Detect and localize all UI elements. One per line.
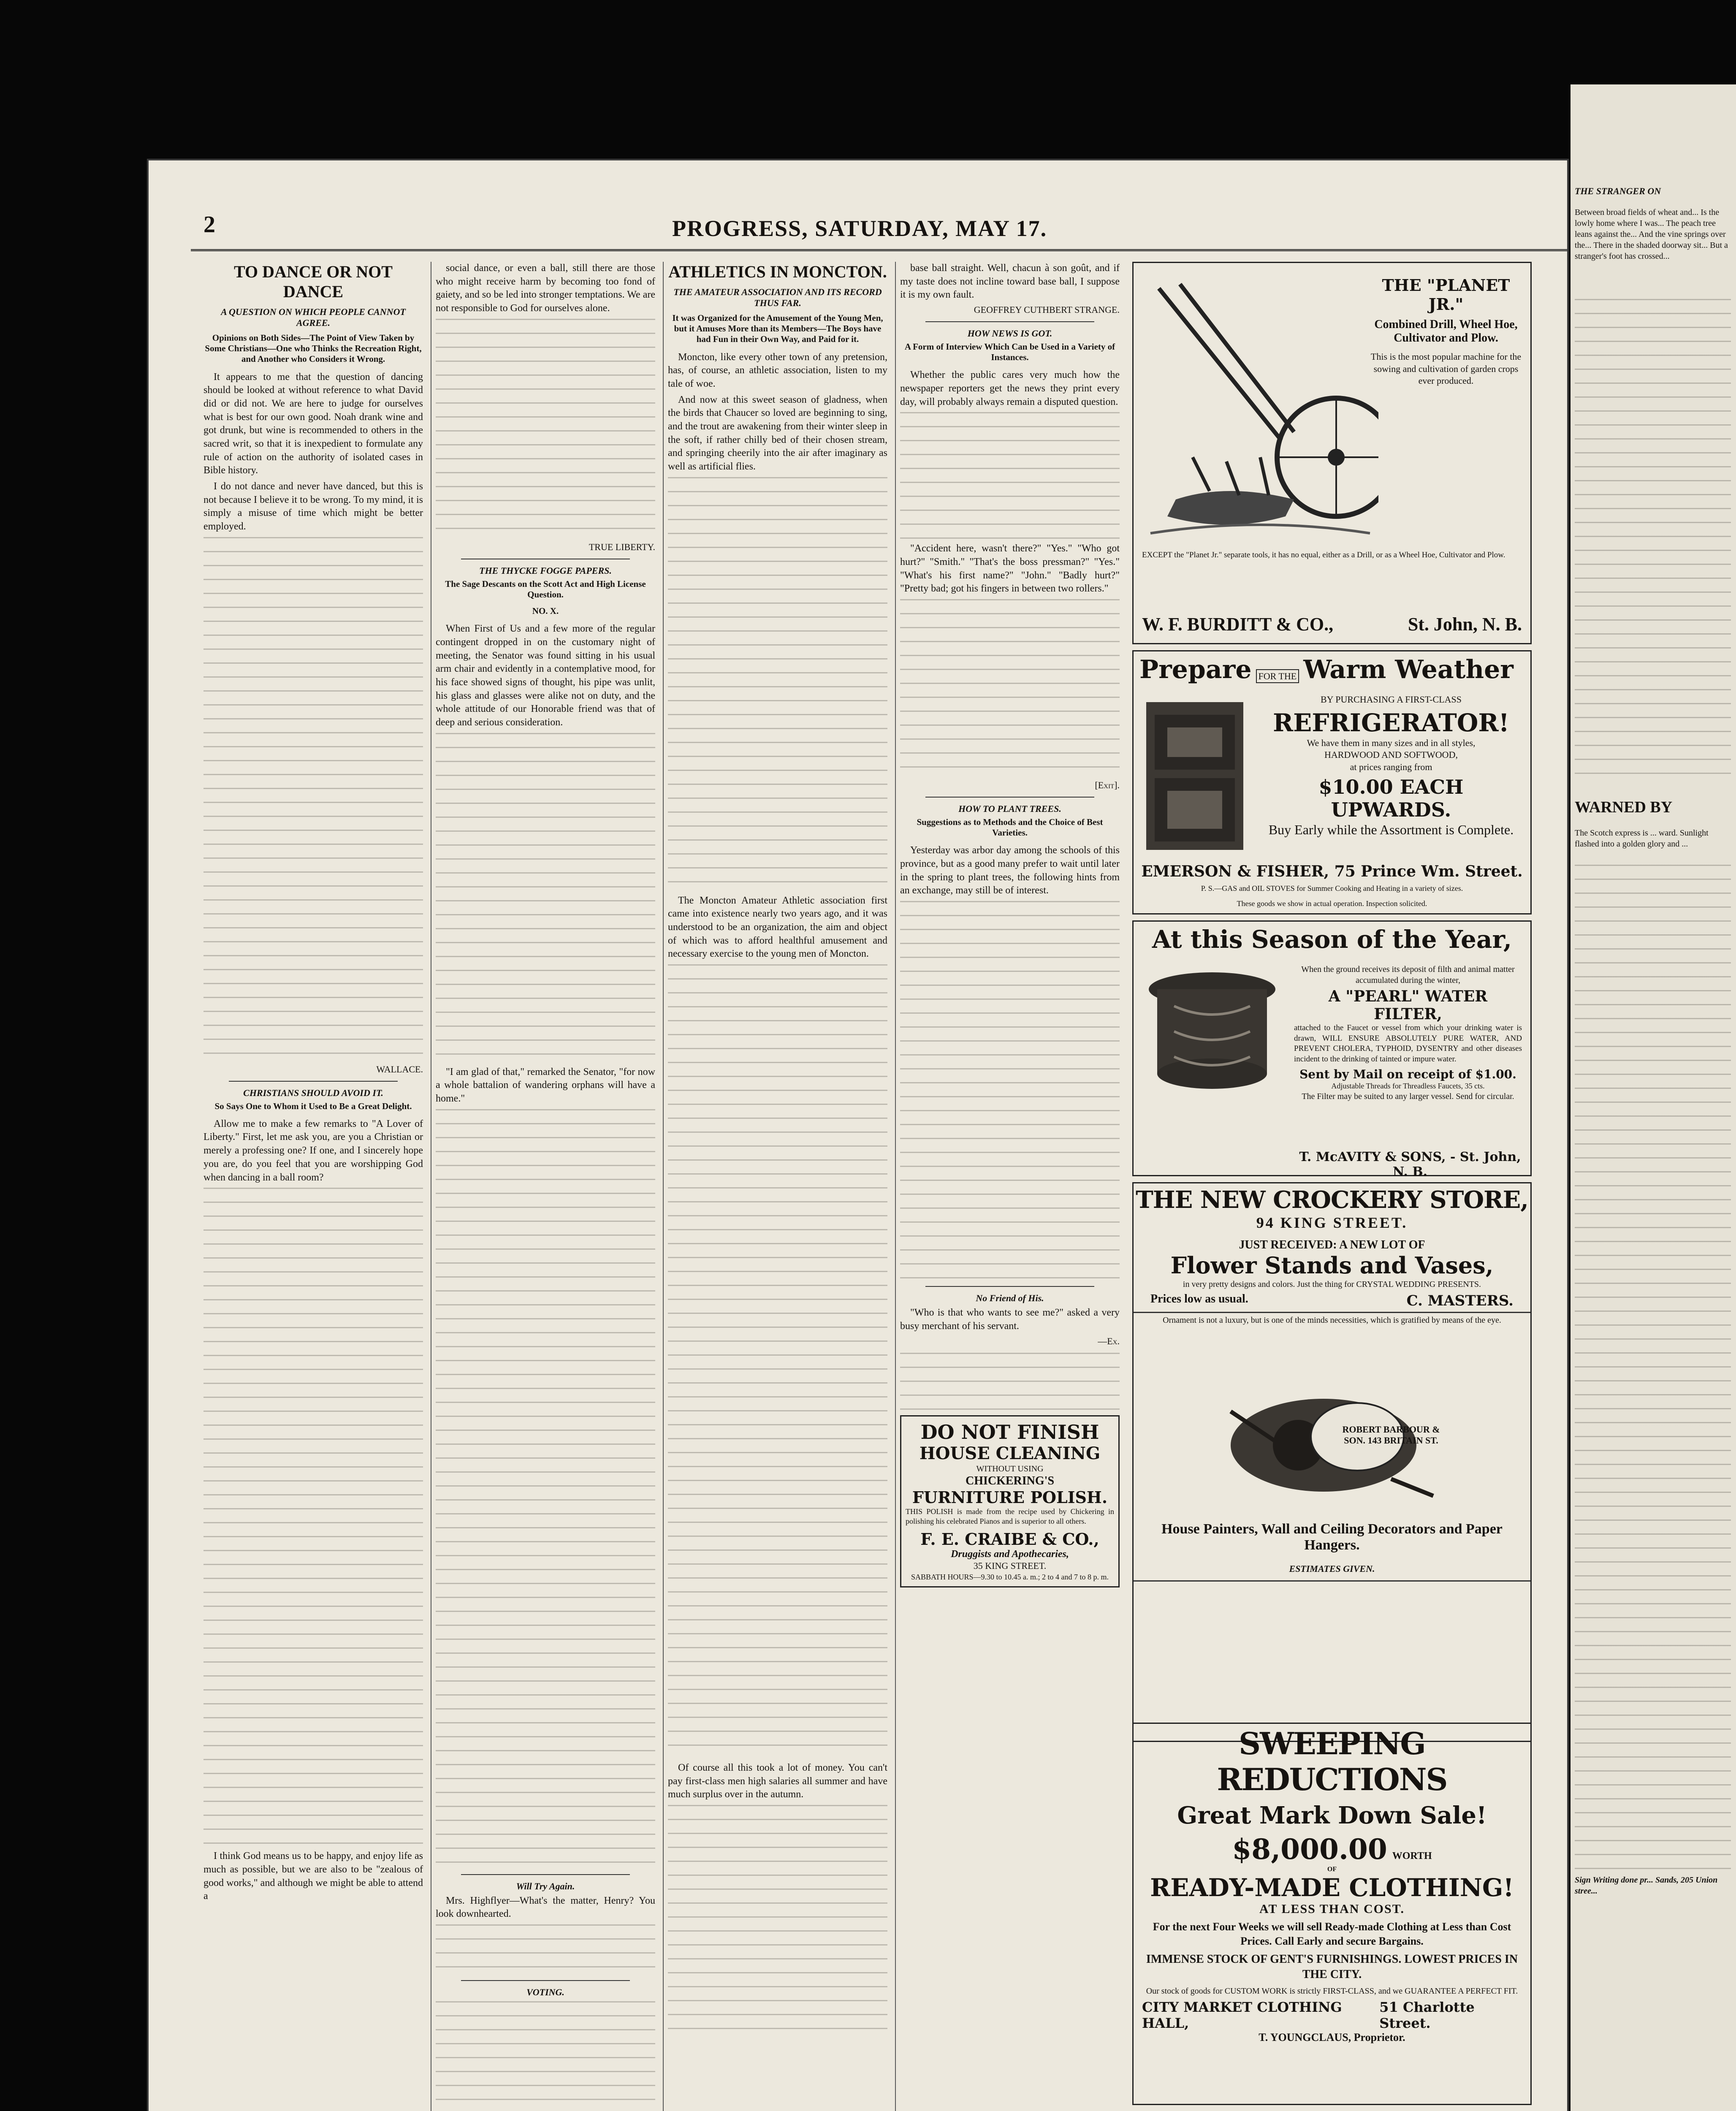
column-2: [436, 262, 655, 2111]
ad-body: For the next Four Weeks we will sell Ready-made Clothing at Less than Cost Prices. Call Early and secure Bargains.: [1153, 1921, 1511, 1947]
column-1: [203, 262, 423, 2111]
ad-body: attached to the Faucet or vessel from which your drinking water is drawn, WILL ENSURE ABSOLUTELY PURE WATER, AND PREVENT CHOLERA, TYPHOID, DYSENTRY and other diseases incident to the drinking of tainted or impure water.: [1294, 1023, 1522, 1064]
ad-word: Prepare: [1139, 655, 1252, 684]
ad-word: WORTH: [1392, 1851, 1432, 1861]
paragraph: I think God means us to be happy, and enjoy life as much as possible, but we are also to be "zealous of good works," and although we might be able to attend a: [203, 1851, 423, 1902]
section-deck: The Sage Descants on the Scott Act and High License Question.: [445, 578, 646, 600]
ad-body: THIS POLISH is made from the recipe used by Chickering in polishing his celebrated Pianos and is superior to all others.: [906, 1507, 1114, 1525]
ad-line: Adjustable Threads for Threadless Faucets, 35 cts.: [1331, 1081, 1485, 1090]
article-subhead: A QUESTION ON WHICH PEOPLE CANNOT AGREE.: [221, 307, 406, 328]
section-headline: HOW TO PLANT TREES.: [958, 803, 1061, 814]
ad-line: When the ground receives its deposit of filth and animal matter accumulated during the winter,: [1301, 965, 1515, 985]
ad-firm: F. E. CRAIBE & CO.,: [920, 1530, 1099, 1549]
divider: [461, 1980, 630, 1981]
byline: GEOFFREY CUTHBERT STRANGE.: [974, 304, 1120, 315]
water-filter-ad: [1132, 920, 1532, 1179]
ad-headline: DO NOT FINISH: [920, 1420, 1099, 1444]
adjacent-headline: WARNED BY: [1575, 798, 1673, 816]
article-headline: ATHLETICS IN MONCTON.: [668, 262, 887, 281]
section-headline: THE THYCKE FOGGE PAPERS.: [479, 565, 612, 576]
section-headline: Will Try Again.: [516, 1880, 575, 1891]
paragraph: "I am glad of that," remarked the Senator, "for now a whole battalion of wandering orphans will have a home.": [436, 1066, 655, 1104]
divider: [925, 321, 1094, 322]
paragraph: Moncton, like every other town of any pretension, has, of course, an athletic association, listen to my tale of woe.: [668, 351, 887, 389]
ad-line: HARDWOOD AND SOFTWOOD,: [1324, 749, 1458, 760]
ad-firm: W. F. BURDITT & CO.,: [1142, 614, 1334, 635]
ad-word: OF: [1327, 1866, 1337, 1873]
ad-headline: REFRIGERATOR!: [1272, 708, 1510, 737]
ad-line: Buy Early while the Assortment is Complete.: [1268, 822, 1514, 838]
column-3: [668, 262, 887, 2111]
ad-footer: [1142, 613, 1522, 635]
ad-line: Sent by Mail on receipt of $1.00.: [1299, 1067, 1516, 1081]
ad-headline: READY-MADE CLOTHING!: [1150, 1873, 1514, 1902]
dialog-paragraph: "Accident here, wasn't there?" "Yes." "Who got hurt?" "Smith." "That's the boss pressman?" "Yes." "What's his first name?" "John." "Badly hurt?" "Pretty bad; got his fingers in between two rollers.": [900, 543, 1120, 594]
advertisements: [1132, 262, 1529, 2111]
paragraph: base ball straight. Well, chacun à son goût, and if my taste does not incline toward base ball, I suppose it is my own fault.: [900, 263, 1120, 301]
text-block: [203, 1188, 423, 1846]
planter-illustration: [1142, 280, 1378, 542]
divider: [925, 797, 1094, 798]
ad-headline: SWEEPING REDUCTIONS: [1217, 1726, 1447, 1797]
ad-place: St. John, N. B.: [1408, 614, 1522, 635]
section-headline: No Friend of His.: [976, 1293, 1044, 1304]
ad-headline: House Painters, Wall and Ceiling Decorators and Paper Hangers.: [1161, 1521, 1503, 1553]
ad-word: Warm Weather: [1303, 655, 1514, 684]
ad-text: [1260, 694, 1522, 839]
ad-firm: EMERSON & FISHER, 75 Prince Wm. Street.: [1141, 863, 1523, 880]
ad-text: [1294, 964, 1522, 1102]
paragraph: Yesterday was arbor day among the schools of this province, but as a good many prefer to wait until later in the spring to plant trees, the following hints from an exchange, may still be of interest.: [900, 845, 1120, 896]
ad-word: FOR THE: [1256, 669, 1299, 683]
furniture-polish-ad: [900, 1415, 1120, 1588]
ad-amount-line: [1134, 1833, 1530, 1866]
ad-hours: SABBATH HOURS—9.30 to 10.45 a. m.; 2 to 4 and 7 to 8 p. m.: [911, 1572, 1109, 1581]
ad-firm-sub: Druggists and Apothecaries,: [951, 1549, 1069, 1560]
paragraph: I do not dance and never have danced, but this is not because I believe it to be wrong. To my mind, it is simply a misuse of time which might be better employed.: [203, 480, 423, 532]
column-rule: [895, 262, 896, 2111]
ad-banner: [1139, 655, 1514, 684]
clothing-ad: [1132, 1723, 1532, 2105]
ad-address: 35 KING STREET.: [973, 1560, 1047, 1571]
section-headline: HOW NEWS IS GOT.: [967, 328, 1052, 339]
newspaper-page: [149, 160, 1567, 2111]
ad-line: at prices ranging from: [1350, 761, 1432, 772]
paragraph: Allow me to make a few remarks to "A Lover of Liberty." First, let me ask you, are you a Christian or merely a professing one? If one, and I sincerely hope you are, do you feel that you are worshipping God when dancing in a ball room?: [203, 1118, 423, 1183]
text-block: [203, 537, 423, 1061]
text-block: [900, 599, 1120, 776]
ad-headline: FURNITURE POLISH.: [912, 1487, 1108, 1507]
text-block: [668, 964, 887, 1758]
adjacent-footer: Sign Writing done pr... Sands, 205 Union stree...: [1575, 1875, 1718, 1896]
refrigerator-illustration: [1142, 698, 1252, 858]
text-block: [436, 733, 655, 1062]
ad-headline: A "PEARL" WATER FILTER,: [1328, 988, 1488, 1023]
planet-jr-ad: [1132, 262, 1532, 644]
exit-note: [Exit].: [1095, 780, 1120, 791]
article-deck: It was Organized for the Amusement of the Young Men, but it Amuses More than its Members—The Boys have had Fun in their Own Way, and Paid for it.: [672, 313, 883, 345]
adjacent-body: The Scotch express is ... ward. Sunlight flashed into a golden glory and ...: [1575, 828, 1709, 849]
section-deck: So Says One to Whom it Used to Be a Great Delight.: [214, 1101, 412, 1111]
text-block: [1575, 299, 1731, 784]
ad-price: $10.00 EACH UPWARDS.: [1318, 776, 1464, 822]
page-number: 2: [203, 212, 215, 238]
divider: [1134, 1580, 1530, 1582]
paragraph: social dance, or even a ball, still there are those who might receive harm by becoming too fond of gaiety, and so be led into stronger temptations. We are not responsible to God for ourselves alone.: [436, 263, 655, 314]
section-deck: A Form of Interview Which Can be Used in a Variety of Instances.: [904, 342, 1115, 363]
ad-line: P. S.—GAS and OIL STOVES for Summer Cooking and Heating in a variety of sizes.: [1201, 884, 1463, 893]
byline: WALLACE.: [376, 1064, 423, 1074]
ad-headline: Flower Stands and Vases,: [1170, 1252, 1494, 1279]
ad-firm: T. McAVITY & SONS, - St. John, N. B.: [1299, 1150, 1521, 1179]
ad-line: ESTIMATES GIVEN.: [1289, 1563, 1375, 1574]
paragraph: And now at this sweet season of gladness, when the birds that Chaucer so loved are beginning to sing, and the trout are awakening from their winter sleep in the soft, if rather chilly bed of their chosen stream, and springing cheerily into the air after imaginary as well as artificial flies.: [668, 394, 887, 472]
divider: [229, 1081, 398, 1082]
header-rule: [191, 249, 1567, 251]
filter-illustration: [1140, 964, 1284, 1099]
ad-firm: CITY MARKET CLOTHING HALL,: [1142, 1999, 1342, 2032]
ad-headline: THE NEW CROCKERY STORE,: [1136, 1186, 1528, 1214]
ad-subhead: Combined Drill, Wheel Hoe, Cultivator and Plow.: [1374, 318, 1518, 345]
ad-line: We have them in many sizes and in all styles,: [1307, 737, 1476, 748]
article-deck: Opinions on Both Sides—The Point of View Taken by Some Christians—One who Thinks the Recreation Right, and Another who Considers it Wrong.: [205, 333, 422, 364]
section-number: NO. X.: [532, 606, 559, 616]
divider: [925, 1286, 1094, 1287]
ad-line: CHICKERING'S: [965, 1474, 1055, 1487]
text-block: [668, 477, 887, 891]
ad-line: AT LESS THAN COST.: [1259, 1902, 1405, 1916]
section-deck: Suggestions as to Methods and the Choice of Best Varieties.: [917, 817, 1103, 838]
text-block: [436, 1109, 655, 1869]
paragraph: Mrs. Highflyer—What's the matter, Henry? You look downhearted.: [436, 1895, 655, 1920]
ad-line: JUST RECEIVED: A NEW LOT OF: [1239, 1238, 1425, 1251]
ad-body: This is the most popular machine for the sowing and cultivation of garden crops ever produced.: [1370, 351, 1522, 386]
paragraph: When First of Us and a few more of the regular contingent dropped in on the customary night of meeting, the Senator was found sitting in his usual arm chair and evidently in a contemplative mood, for his face showed signs of thought, his pipe was unlit, his glass and glasses were alike not on duty, and the whole attitude of our Honorable friend was that of deep and serious consideration.: [436, 623, 655, 728]
paragraph: The Moncton Amateur Athletic association first came into existence nearly two years ago, and it was understood to be an organization, the aim and object of which was to afford healthful amusement and necessary exercise to the young men of Moncton.: [668, 895, 887, 960]
ad-amount: $8,000.00: [1232, 1833, 1387, 1866]
text-block: [900, 1353, 1120, 1412]
text-block: [1575, 865, 1731, 1870]
text-block: [436, 319, 655, 538]
text-block: [436, 1924, 655, 1975]
ad-line: These goods we show in actual operation. Inspection solicited.: [1237, 899, 1427, 908]
seal-text: ROBERT BARBOUR & SON. 143 BRITAIN ST.: [1342, 1424, 1440, 1446]
paragraph: It appears to me that the question of dancing should be looked at without reference to what David did or did not. We are here to judge for ourselves what is best for our own good. Noah drank wine and got drunk, but wine is recommended to others in the sacred writ, so that it is inexpedient to formulate any rule of action on the authority of isolated cases in Bible history.: [203, 371, 423, 476]
section-headline: CHRISTIANS SHOULD AVOID IT.: [243, 1087, 383, 1098]
masthead-title: PROGRESS, SATURDAY, MAY 17.: [672, 216, 1047, 241]
text-block: [668, 1805, 887, 2041]
planet-text: [1370, 276, 1522, 387]
section-headline: VOTING.: [526, 1986, 564, 1997]
ad-line: Prices low as usual.: [1150, 1292, 1248, 1305]
byline: TRUE LIBERTY.: [589, 541, 655, 552]
ad-headline: THE "PLANET JR.": [1382, 276, 1510, 314]
ad-footer: [1134, 1290, 1530, 1312]
ad-body: Ornament is not a luxury, but is one of the minds necessities, which is gratified by means of the eye.: [1163, 1316, 1501, 1325]
adjacent-poem: Between broad fields of wheat and... Is the lowly home where I was... The peach tree leans against the... And the vine springs over the... There in the shaded doorway sit... But a stranger's foot has crossed...: [1575, 208, 1728, 261]
ad-line: The Filter may be suited to any larger vessel. Send for circular.: [1302, 1092, 1514, 1102]
adjacent-page: [1571, 84, 1736, 2111]
paragraph: Of course all this took a lot of money. You can't pay first-class men high salaries all summer and have much surplus over in the autumn.: [668, 1762, 887, 1800]
ad-line: in very pretty designs and colors. Just the thing for CRYSTAL WEDDING PRESENTS.: [1183, 1280, 1481, 1289]
adjacent-headline: THE STRANGER ON: [1575, 186, 1661, 196]
ad-headline: HOUSE CLEANING: [919, 1443, 1101, 1463]
refrigerator-ad: [1132, 650, 1532, 914]
ad-line: WITHOUT USING: [976, 1464, 1044, 1473]
poem-block: [436, 2001, 655, 2111]
ad-proprietor: T. YOUNGCLAUS, Proprietor.: [1259, 2031, 1405, 2044]
ad-headline: At this Season of the Year,: [1152, 925, 1512, 954]
article-headline: TO DANCE OR NOT DANCE: [234, 262, 393, 301]
ad-headline: Great Mark Down Sale!: [1177, 1802, 1487, 1829]
text-block: [900, 901, 1120, 1281]
column-rule: [1127, 262, 1128, 363]
ad-firm: C. MASTERS.: [1406, 1292, 1514, 1309]
paragraph: "Who is that who wants to see me?" asked a very busy merchant of his servant.: [900, 1307, 1120, 1332]
ad-footer: [1134, 1997, 1530, 2031]
page-header: [149, 211, 1567, 245]
divider: [461, 1874, 630, 1875]
column-4: [900, 262, 1120, 2111]
ad-body: Our stock of goods for CUSTOM WORK is strictly FIRST-CLASS, and we GUARANTEE A PERFECT FIT.: [1146, 1986, 1518, 1996]
text-block: [900, 412, 1120, 539]
article-subhead: THE AMATEUR ASSOCIATION AND ITS RECORD THUS FAR.: [673, 287, 882, 308]
crockery-ad: [1132, 1182, 1532, 1742]
ad-address: 51 Charlotte Street.: [1379, 1999, 1475, 2032]
source-note: —Ex.: [1098, 1335, 1120, 1346]
paragraph: Whether the public cares very much how the newspaper reporters get the news they print every day, will probably always remain a disputed question.: [900, 369, 1120, 407]
column-rule: [663, 262, 664, 2111]
ad-line: BY PURCHASING A FIRST-CLASS: [1321, 694, 1462, 705]
ad-address: 94 KING STREET.: [1256, 1214, 1408, 1231]
ad-body: EXCEPT the "Planet Jr." separate tools, it has no equal, either as a Drill, or as a Wheel Hoe, Cultivator and Plow.: [1142, 551, 1505, 559]
ad-body: IMMENSE STOCK OF GENT'S FURNISHINGS. LOWEST PRICES IN THE CITY.: [1146, 1952, 1518, 1981]
